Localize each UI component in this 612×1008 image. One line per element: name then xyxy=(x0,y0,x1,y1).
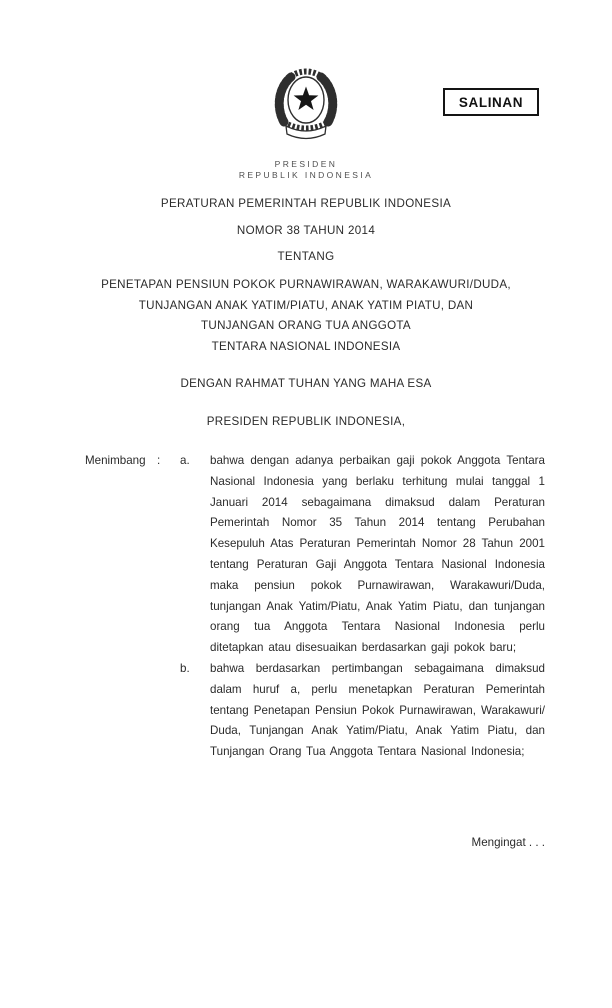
menimbang-colon: : xyxy=(157,454,161,467)
regulation-title: PERATURAN PEMERINTAH REPUBLIK INDONESIA xyxy=(160,197,452,210)
document-title-block xyxy=(0,197,612,357)
authority-line: PRESIDEN REPUBLIK INDONESIA, xyxy=(206,415,406,428)
item-text: bahwa berdasarkan pertimbangan sebagaimana dimaksud dalam huruf a, perlu menetapkan Peraturan Pemerintah tentang Penetapan Pensiun Pokok Purnawirawan, Warakawuri/ Duda, Tunjangan Anak Yatim/Piatu, Anak Yatim Piatu, dan Tunjangan Orang Tua Anggota Tentara Nasional Indonesia; xyxy=(210,661,545,759)
subject-line-2: TUNJANGAN ANAK YATIM/PIATU, ANAK YATIM PIATU, DAN xyxy=(138,298,474,312)
menimbang-item-b xyxy=(180,659,545,763)
letterhead-presiden: PRESIDEN xyxy=(274,159,338,169)
letterhead-republik-indonesia: REPUBLIK INDONESIA xyxy=(238,170,374,180)
continuation-marker: Mengingat . . . xyxy=(471,836,545,849)
subject-line-1: PENETAPAN PENSIUN POKOK PURNAWIRAWAN, WARAKAWURI/DUDA, xyxy=(101,278,511,291)
item-text: bahwa dengan adanya perbaikan gaji pokok Anggota Tentara Nasional Indonesia yang berlaku terhitung mulai tanggal 1 Januari 2014 sebagaimana dimaksud dalam Peraturan Pemerintah Nomor 35 Tahun 2014 tentang Perubahan Kesepuluh Atas Peraturan Pemerintah Nomor 28 Tahun 2001 tentang Peraturan Gaji Anggota Tentara Nasional Indonesia maka pensiun pokok Purnawirawan, Warakawuri/Duda, tunjangan Anak Yatim/Piatu, Anak Yatim Piatu, dan tunjangan orang tua Anggota Tentara Nasional Indonesia perlu ditetapkan atau disesuaikan berdasarkan gaji pokok baru; xyxy=(210,454,545,655)
salinan-stamp xyxy=(443,88,539,116)
menimbang-section xyxy=(85,451,545,763)
item-letter: b. xyxy=(180,661,190,675)
subject-line-4: TENTARA NASIONAL INDONESIA xyxy=(211,339,401,353)
menimbang-item-a xyxy=(180,451,545,659)
regulation-number: NOMOR 38 TAHUN 2014 xyxy=(236,224,376,237)
item-letter: a. xyxy=(180,454,190,467)
salinan-stamp-label: SALINAN xyxy=(458,94,524,110)
menimbang-label: Menimbang xyxy=(85,454,146,467)
letterhead xyxy=(0,159,612,181)
presidential-emblem-graphic xyxy=(268,64,344,150)
subject-line-3: TUNJANGAN ORANG TUA ANGGOTA xyxy=(201,319,411,332)
tentang-label: TENTANG xyxy=(277,250,335,263)
menimbang-items xyxy=(180,451,545,763)
invocation-line: DENGAN RAHMAT TUHAN YANG MAHA ESA xyxy=(180,377,432,390)
presidential-emblem-icon xyxy=(268,64,344,150)
